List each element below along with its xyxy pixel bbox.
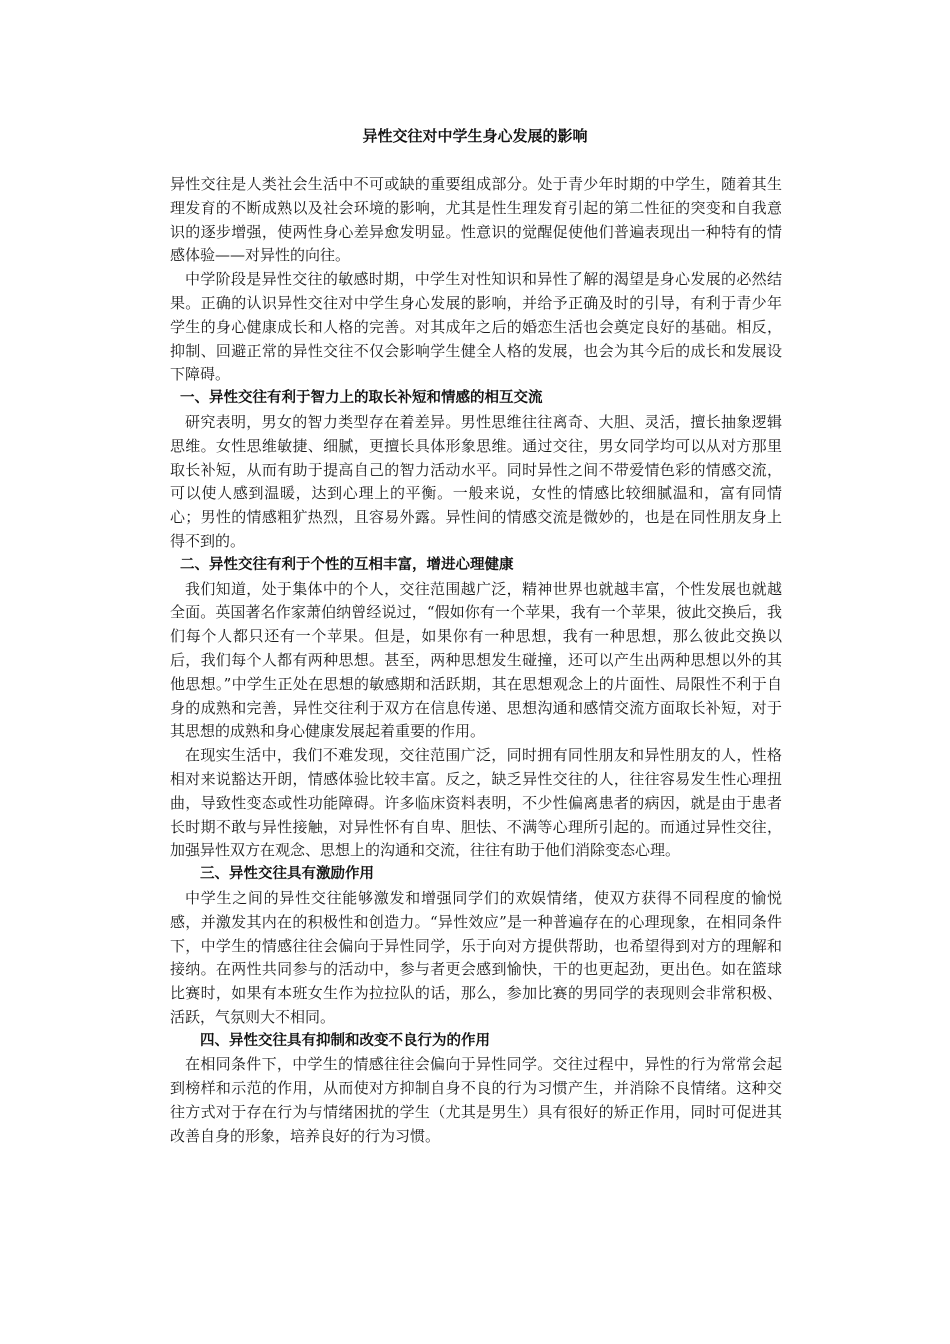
document-title: 异性交往对中学生身心发展的影响 [362,127,588,145]
section-2-heading: 二、异性交往有利于个性的互相丰富，增进心理健康 [180,556,514,573]
document-body [170,173,782,1149]
section-2-paragraph-1: 我们知道，处于集体中的个人，交往范围越广泛，精神世界也就越丰富，个性发展也就越全面。英国著名作家萧伯纳曾经说过，“假如你有一个苹果，我有一个苹果，彼此交换后，我们每个人都只还有一个苹果。但是，如果你有一种思想，我有一种思想，那么彼此交换以后，我们每个人都有两种思想。甚至，两种思想发生碰撞，还可以产生出两种思想以外的其他思想。”中学生正处在思想的敏感期和活跃期，其在思想观念上的片面性、局限性不利于自身的成熟和完善，异性交往利于双方在信息传递、思想沟通和感情交流方面取长补短，对于其思想的成熟和身心健康发展起着重要的作用。 [170,579,782,741]
section-1-paragraph-1: 研究表明，男女的智力类型存在着差异。男性思维往往离奇、大胆、灵活，擅长抽象逻辑思维。女性思维敏捷、细腻，更擅长具体形象思维。通过交往，男女同学均可以从对方那里取长补短，从而有助于提高自己的智力活动水平。同时异性之间不带爱情色彩的情感交流，可以使人感到温暖，达到心理上的平衡。一般来说，女性的情感比较细腻温和，富有同情心；男性的情感粗犷热烈，且容易外露。异性间的情感交流是微妙的，也是在同性朋友身上得不到的。 [170,412,782,550]
section-2-paragraph-2: 在现实生活中，我们不难发现，交往范围广泛，同时拥有同性朋友和异性朋友的人，性格相对来说豁达开朗，情感体验比较丰富。反之，缺乏异性交往的人，往往容易发生性心理扭曲，导致性变态或性功能障碍。许多临床资料表明，不少性偏离患者的病因，就是由于患者长时期不敢与异性接触，对异性怀有自卑、胆怯、不满等心理所引起的。而通过异性交往，加强异性双方在观念、思想上的沟通和交流，往往有助于他们消除变态心理。 [170,746,782,860]
section-1-heading: 一、异性交往有利于智力上的取长补短和情感的相互交流 [180,390,543,407]
section-4-heading: 四、异性交往具有抑制和改变不良行为的作用 [200,1032,490,1049]
section-3-paragraph-1: 中学生之间的异性交往能够激发和增强同学们的欢娱情绪，使双方获得不同程度的愉悦感，并激发其内在的积极性和创造力。“异性效应”是一种普遍存在的心理现象，在相同条件下，中学生的情感往往会偏向于异性同学，乐于向对方提供帮助，也希望得到对方的理解和接纳。在两性共同参与的活动中，参与者更会感到愉快，干的也更起劲，更出色。如在篮球比赛时，如果有本班女生作为拉拉队的话，那么，参加比赛的男同学的表现则会非常积极、活跃，气氛则大不相同。 [170,888,782,1026]
intro-paragraph-2: 中学阶段是异性交往的敏感时期，中学生对性知识和异性了解的渴望是身心发展的必然结果。正确的认识异性交往对中学生身心发展的影响，并给予正确及时的引导，有利于青少年学生的身心健康成长和人格的完善。对其成年之后的婚恋生活也会奠定良好的基础。相反，抑制、回避正常的异性交往不仅会影响学生健全人格的发展，也会为其今后的成长和发展设下障碍。 [170,270,782,384]
intro-paragraph-1: 异性交往是人类社会生活中不可或缺的重要组成部分。处于青少年时期的中学生，随着其生理发育的不断成熟以及社会环境的影响，尤其是性生理发育引起的第二性征的突变和自我意识的逐步增强，使两性身心差异愈发明显。性意识的觉醒促使他们普遍表现出一种特有的情感体验——对异性的向往。 [170,175,782,265]
section-3-heading: 三、异性交往具有激励作用 [200,866,374,883]
section-4-paragraph-1: 在相同条件下，中学生的情感往往会偏向于异性同学。交往过程中，异性的行为常常会起到榜样和示范的作用，从而使对方抑制自身不良的行为习惯产生，并消除不良情绪。这种交往方式对于存在行为与情绪困扰的学生（尤其是男生）具有很好的矫正作用，同时可促进其改善自身的形象，培养良好的行为习惯。 [170,1055,782,1145]
